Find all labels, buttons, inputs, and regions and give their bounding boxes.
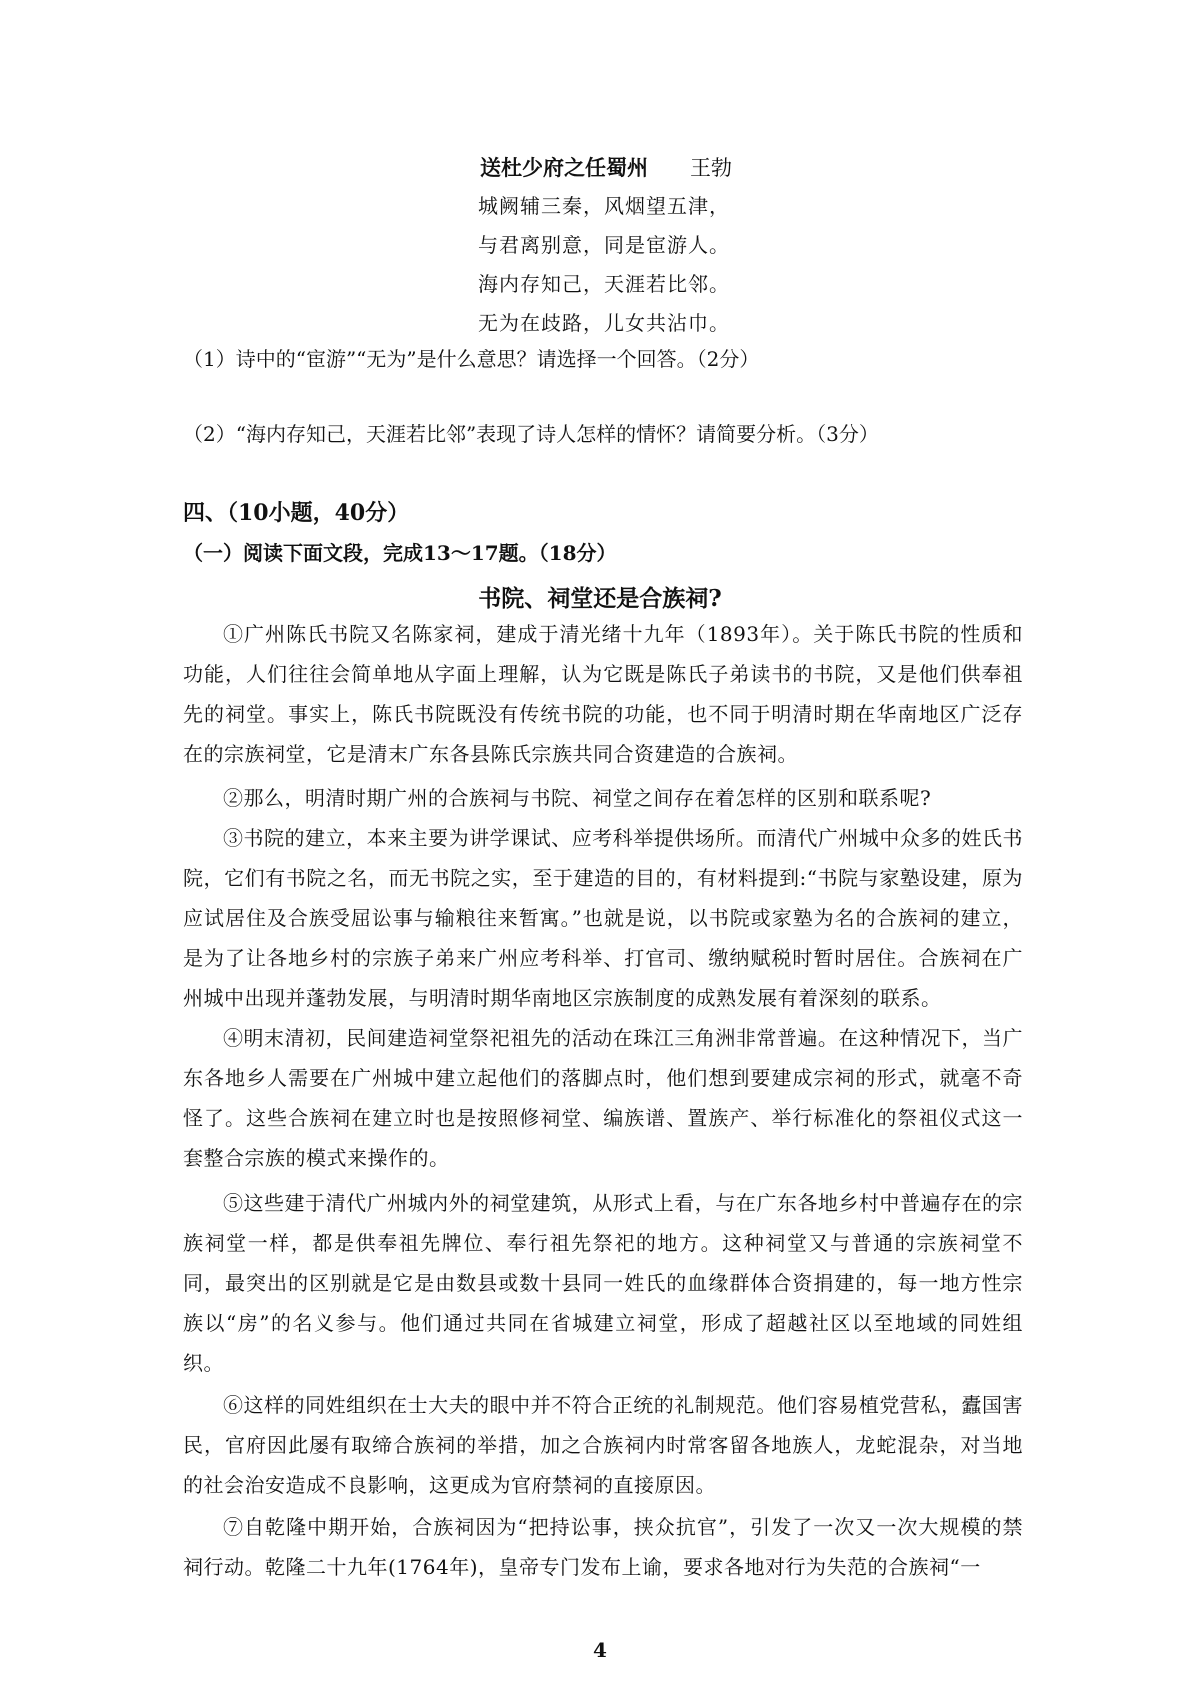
article-paragraph: ④明末清初，民间建造祠堂祭祀祖先的活动在珠江三角洲非常普遍。在这种情况下，当广东各地乡人需要在广州城中建立起他们的落脚点时，他们想到要建成宗祠的形式，就毫不奇怪了。这些合族祠在建立时也是按照修祠堂、编族谱、置族产、举行标准化的祭祖仪式这一套整合宗族的模式来操作的。 bbox=[183, 1026, 1023, 1170]
poem-line: 城阙辅三秦，风烟望五津， bbox=[478, 194, 730, 218]
question-1: （1）诗中的“宦游”“无为”是什么意思？请选择一个回答。（2分） bbox=[183, 347, 760, 371]
article-paragraph: ②那么，明清时期广州的合族祠与书院、祠堂之间存在着怎样的区别和联系呢? bbox=[223, 786, 932, 810]
page-number: 4 bbox=[593, 1638, 607, 1662]
article-title: 书院、祠堂还是合族祠? bbox=[478, 585, 722, 612]
article-paragraph: ⑥这样的同姓组织在士大夫的眼中并不符合正统的礼制规范。他们容易植党营私，蠹国害民，官府因此屡有取缔合族祠的举措，加之合族祠内时常客留各地族人，龙蛇混杂，对当地的社会治安造成不良影响，这更成为官府禁祠的直接原因。 bbox=[183, 1393, 1023, 1497]
sub-heading: （一）阅读下面文段，完成13～17题。（18分） bbox=[183, 541, 617, 565]
section-heading: 四、（10小题，40分） bbox=[183, 500, 410, 526]
poem-line: 无为在歧路，儿女共沾巾。 bbox=[478, 311, 730, 335]
poem-line: 与君离别意，同是宦游人。 bbox=[478, 233, 730, 257]
poem-title: 送杜少府之任蜀州 bbox=[480, 155, 648, 180]
article-paragraph: ③书院的建立，本来主要为讲学课试、应考科举提供场所。而清代广州城中众多的姓氏书院，它们有书院之名，而无书院之实，至于建造的目的，有材料提到:“书院与家塾设建，原为应试居住及合族受屈讼事与输粮往来暂寓。”也就是说，以书院或家塾为名的合族祠的建立，是为了让各地乡村的宗族子弟来广州应考科举、打官司、缴纳赋税时暂时居住。合族祠在广州城中出现并蓬勃发展，与明清时期华南地区宗族制度的成熟发展有着深刻的联系。 bbox=[183, 826, 1023, 1010]
poem-line: 海内存知己，天涯若比邻。 bbox=[478, 272, 730, 296]
article-paragraph: ①广州陈氏书院又名陈家祠，建成于清光绪十九年（1893年）。关于陈氏书院的性质和功能，人们往往会简单地从字面上理解，认为它既是陈氏子弟读书的书院，又是他们供奉祖先的祠堂。事实上，陈氏书院既没有传统书院的功能，也不同于明清时期在华南地区广泛存在的宗族祠堂，它是清末广东各县陈氏宗族共同合资建造的合族祠。 bbox=[183, 622, 1023, 766]
poem-author: 王勃 bbox=[690, 156, 732, 180]
question-2: （2）“海内存知己，天涯若比邻”表现了诗人怎样的情怀？请简要分析。（3分） bbox=[183, 422, 879, 446]
article-paragraph: ⑤这些建于清代广州城内外的祠堂建筑，从形式上看，与在广东各地乡村中普遍存在的宗族祠堂一样，都是供奉祖先牌位、奉行祖先祭祀的地方。这种祠堂又与普通的宗族祠堂不同，最突出的区别就是它是由数县或数十县同一姓氏的血缘群体合资捐建的，每一地方性宗族以“房”的名义参与。他们通过共同在省城建立祠堂，形成了超越社区以至地域的同姓组织。 bbox=[183, 1191, 1023, 1375]
article-paragraph: ⑦自乾隆中期开始，合族祠因为“把持讼事，挟众抗官”，引发了一次又一次大规模的禁祠行动。乾隆二十九年(1764年)，皇帝专门发布上谕，要求各地对行为失范的合族祠“一 bbox=[183, 1515, 1023, 1579]
